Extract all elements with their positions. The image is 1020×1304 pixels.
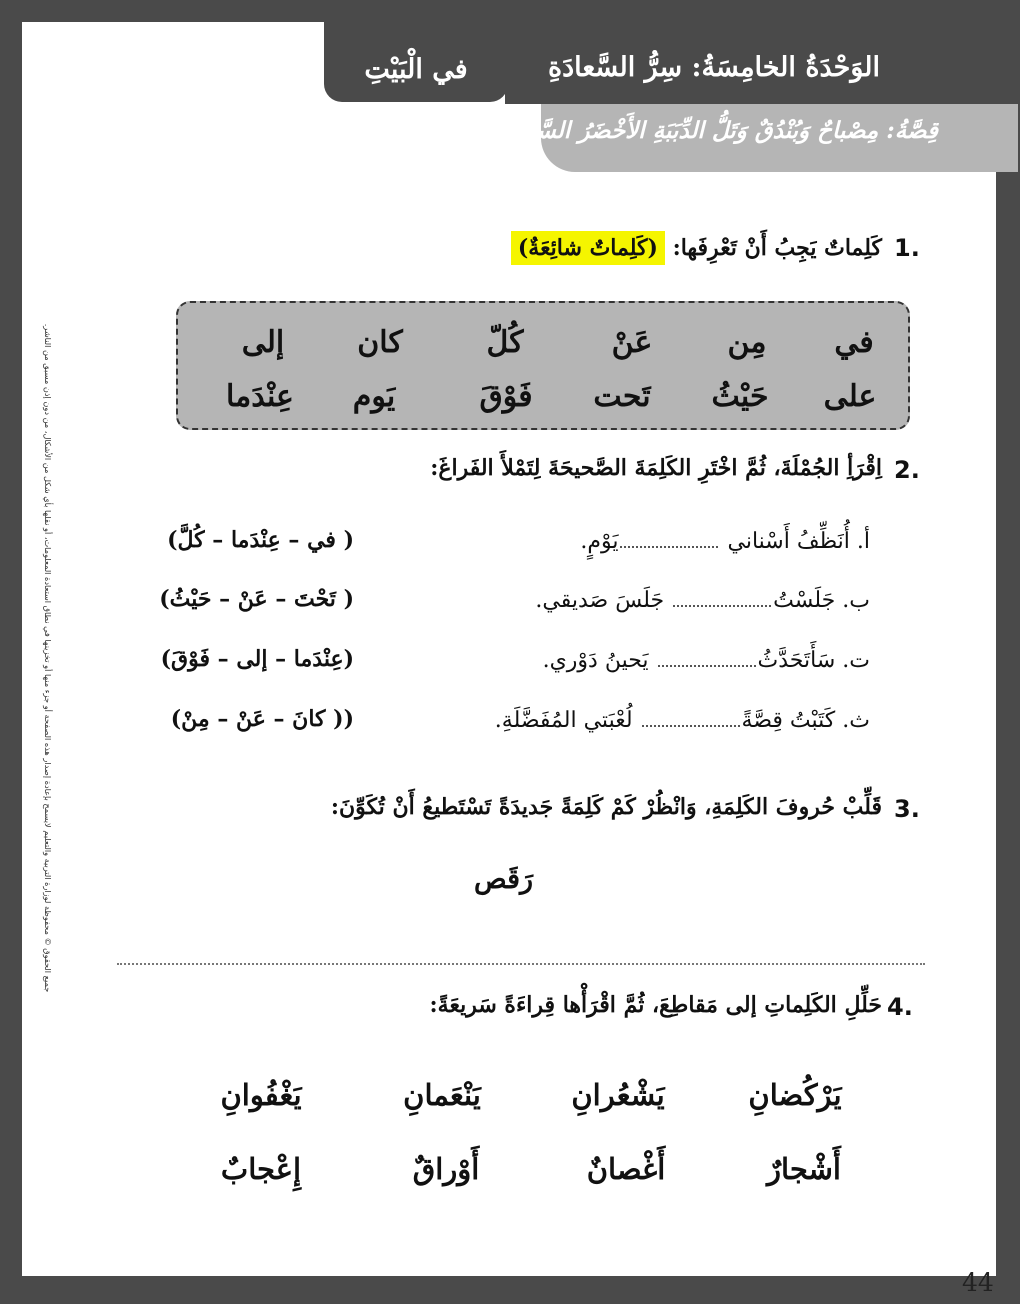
item-letter: ت.: [842, 648, 870, 673]
answer-line: [117, 963, 925, 965]
q3-heading: قَلِّبْ حُروفَ الكَلِمَةِ، وَانْظُرْ كَمْ كَلِمَةً جَديدَةً تَسْتَطيعُ أَنْ تُكَوِّنَ:: [330, 794, 882, 820]
blank-field: [642, 725, 740, 727]
q1-highlight: (كَلِماتٌ شائِعَةٌ): [511, 231, 665, 265]
common-word: إلى: [241, 325, 285, 360]
common-word: تَحت: [593, 379, 651, 414]
sentence-end: يَحينُ دَوْري.: [542, 648, 649, 673]
syllable-word: يَرْكُضانِ: [748, 1078, 842, 1112]
page-number: 44: [962, 1268, 994, 1297]
unit-title: الوَحْدَةُ الخامِسَةُ: سِرُّ السَّعادَةِ: [547, 52, 880, 83]
sentence-start: سَأَتَحَدَّثُ: [757, 648, 836, 673]
syllable-word: أَوْراقٌ: [412, 1152, 480, 1186]
item-letter: أ.: [856, 529, 870, 554]
common-word: عَنْ: [611, 325, 653, 360]
q2-sentence: [495, 708, 870, 733]
sentence-end: يَوْمٍ.: [580, 529, 619, 554]
syllable-word: إِعْجابٌ: [220, 1152, 302, 1186]
blank-field: [620, 546, 718, 548]
syllable-word: يَنْعَمانِ: [403, 1078, 481, 1112]
q2-number: 2.: [894, 456, 920, 484]
page: [22, 22, 996, 1297]
q2-sentence: [543, 648, 870, 673]
common-words-box: [176, 301, 910, 430]
q1-number: 1.: [894, 234, 920, 262]
syllable-word: يَغْفُوانِ: [220, 1078, 302, 1112]
story-title: قِصَّةُ: مِصْباحٌ وَبُنْدُقٌ وَتَلُّ الدِّبَبَةِ الأَخْضَرُ السَّعيدُ: [506, 117, 938, 144]
sentence-start: جَلَسْتُ: [773, 588, 836, 613]
q2-sentence: [580, 529, 870, 554]
common-word: فَوْقَ: [479, 379, 533, 414]
common-word: في: [834, 325, 874, 360]
anagram-word: رَقَص: [474, 864, 534, 895]
common-word: كُلّ: [486, 325, 524, 360]
copyright-text: جميع الحقوق © محفوظة لوزارة التربية والتعليم لايسمح بإعادة إصدار هذه الصفحة أو جزء منها أو تخزينها في نطاق استعادة المعلومات، أو نقلها بأي شكل من الأشكال، من دون إذن مسبق من الناشر.: [43, 323, 53, 992]
q4-heading: حَلِّلِ الكَلِماتِ إلى مَقاطِعَ، ثُمَّ اقْرَأْها قِراءَةً سَريعَةً:: [429, 992, 882, 1018]
q1-text: كَلِماتٌ يَجِبُ أَنْ تَعْرِفَها:: [672, 235, 882, 261]
q1-heading: [511, 235, 882, 261]
syllable-word: أَشْجارٌ: [767, 1152, 841, 1186]
home-tab-label: في الْبَيْتِ: [364, 54, 468, 85]
sentence-start: كَتَبْتُ قِصَّةً: [741, 708, 836, 733]
q2-choices: ( تَحْتَ – عَنْ – حَيْثُ): [159, 586, 354, 612]
common-word: مِن: [727, 325, 767, 360]
q4-number: 4.: [887, 993, 913, 1021]
sentence-end: جَلَسَ صَديقي.: [535, 588, 665, 613]
q2-heading: اِقْرَأِ الجُمْلَةَ، ثُمَّ اخْتَرِ الكَلِمَةَ الصَّحيحَةَ لِتَمْلأَ الفَراغَ:: [430, 455, 882, 481]
q3-number: 3.: [894, 795, 920, 823]
q2-choices: (عِنْدَما – إلى – فَوْقَ): [160, 646, 354, 672]
copyright-notice: [41, 300, 55, 1015]
common-word: عِنْدَما: [226, 379, 294, 414]
sentence-start: أُنَظِّفُ أَسْناني: [727, 529, 850, 554]
q2-sentence: [535, 588, 870, 613]
sentence-end: لُعْبَتي المُفَضَّلَةِ.: [494, 708, 633, 733]
blank-field: [658, 665, 756, 667]
syllable-word: أَغْصانٌ: [586, 1152, 666, 1186]
item-letter: ث.: [842, 708, 870, 733]
q2-choices: (( كانَ – عَنْ – مِنْ): [170, 706, 354, 732]
syllable-word: يَشْعُرانِ: [571, 1078, 665, 1112]
common-word: يَوم: [352, 379, 396, 414]
blank-field: [673, 605, 771, 607]
common-word: حَيْثُ: [711, 379, 769, 414]
item-letter: ب.: [842, 588, 870, 613]
common-word: على: [823, 379, 877, 414]
q2-choices: ( في – عِنْدَما – كُلَّ): [167, 527, 354, 553]
common-word: كان: [357, 325, 403, 360]
